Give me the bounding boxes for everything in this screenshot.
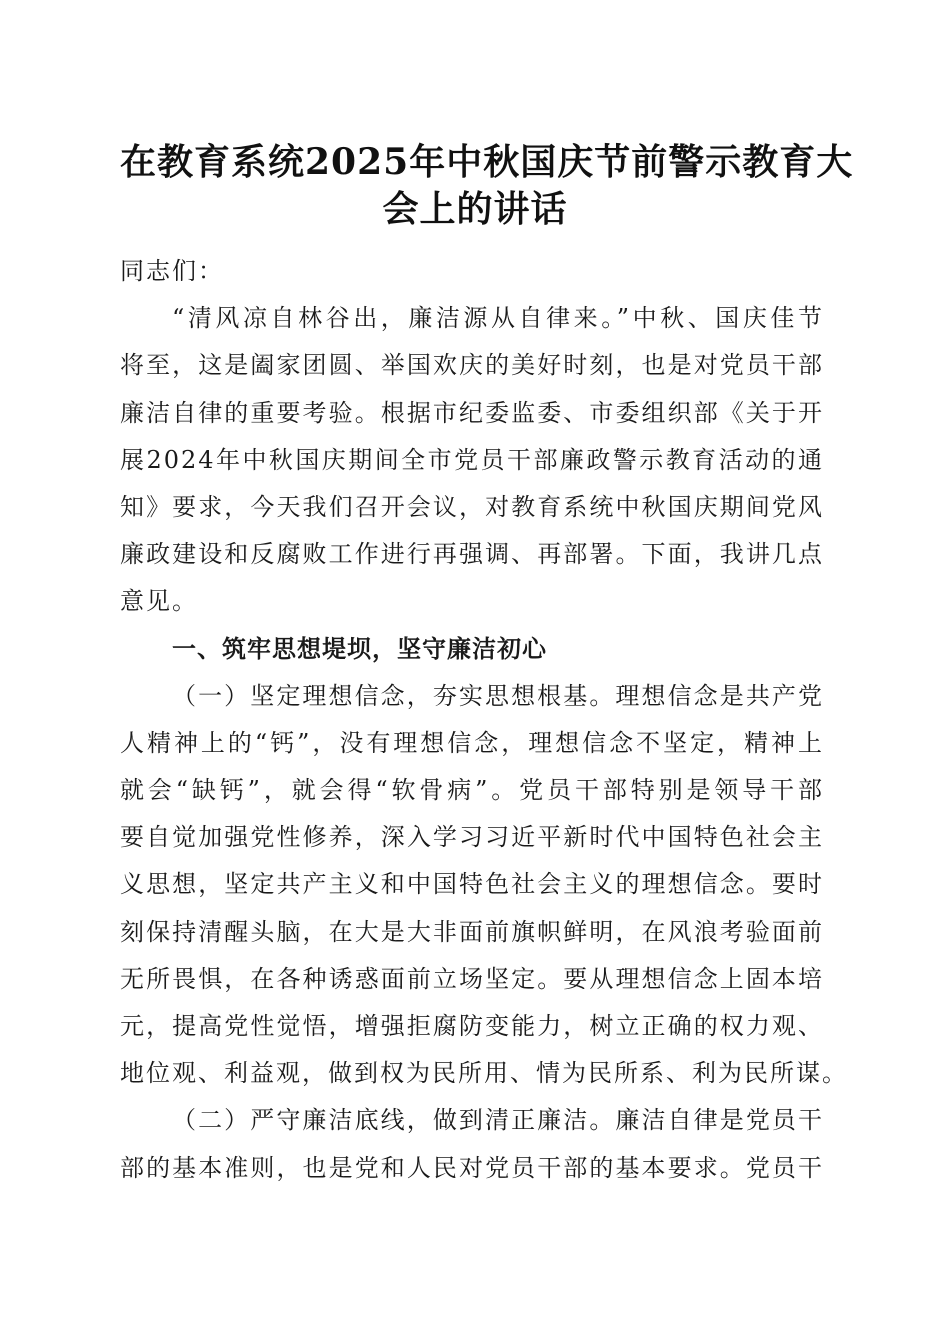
paragraph-line: 元，提高党性觉悟，增强拒腐防变能力，树立正确的权力观、	[120, 1012, 824, 1040]
paragraph-line: （二）严守廉洁底线，做到清正廉洁。廉洁自律是党员干	[172, 1106, 824, 1135]
paragraph-intro	[120, 295, 824, 625]
paragraph-line: 将至，这是阖家团圆、举国欢庆的美好时刻，也是对党员干部	[120, 351, 824, 380]
paragraph-line: 刻保持清醒头脑，在大是大非面前旗帜鲜明，在风浪考验面前	[120, 917, 824, 946]
paragraph-line: 廉政建设和反腐败工作进行再强调、再部署。下面，我讲几点	[120, 540, 824, 569]
paragraph-line: 无所畏惧，在各种诱惑面前立场坚定。要从理想信念上固本培	[120, 964, 824, 993]
paragraph-ideals	[120, 673, 848, 1098]
title-line: 会上的讲话	[382, 188, 568, 231]
section-heading: 一、筑牢思想堤坝，坚守廉洁初心	[172, 634, 547, 663]
document-title	[120, 138, 854, 232]
title-line: 在教育系统2025年中秋国庆节前警示教育大	[120, 141, 854, 183]
salutation: 同志们：	[120, 257, 224, 285]
paragraph-line: 就会“缺钙”，就会得“软骨病”。党员干部特别是领导干部	[120, 776, 824, 805]
paragraph-line: 知》要求，今天我们召开会议，对教育系统中秋国庆期间党风	[120, 492, 824, 521]
paragraph-line: “清风凉自林谷出，廉洁源从自律来。”中秋、国庆佳节	[172, 304, 824, 333]
paragraph-line: 人精神上的“钙”，没有理想信念，理想信念不坚定，精神上	[120, 728, 824, 757]
paragraph-line: 意见。	[120, 587, 198, 616]
paragraph-line: 展2024年中秋国庆期间全市党员干部廉政警示教育活动的通	[120, 445, 824, 474]
paragraph-line: 廉洁自律的重要考验。根据市纪委监委、市委组织部《关于开	[120, 398, 824, 427]
document-body	[120, 248, 848, 1192]
paragraph-line: 义思想，坚定共产主义和中国特色社会主义的理想信念。要时	[120, 870, 824, 899]
paragraph-line: 要自觉加强党性修养，深入学习习近平新时代中国特色社会主	[120, 823, 824, 852]
paragraph-line: 地位观、利益观，做到权为民所用、情为民所系、利为民所谋。	[120, 1059, 848, 1088]
paragraph-integrity	[120, 1097, 824, 1191]
paragraph-line: 部的基本准则，也是党和人民对党员干部的基本要求。党员干	[120, 1153, 824, 1182]
paragraph-line: （一）坚定理想信念，夯实思想根基。理想信念是共产党	[172, 681, 824, 710]
